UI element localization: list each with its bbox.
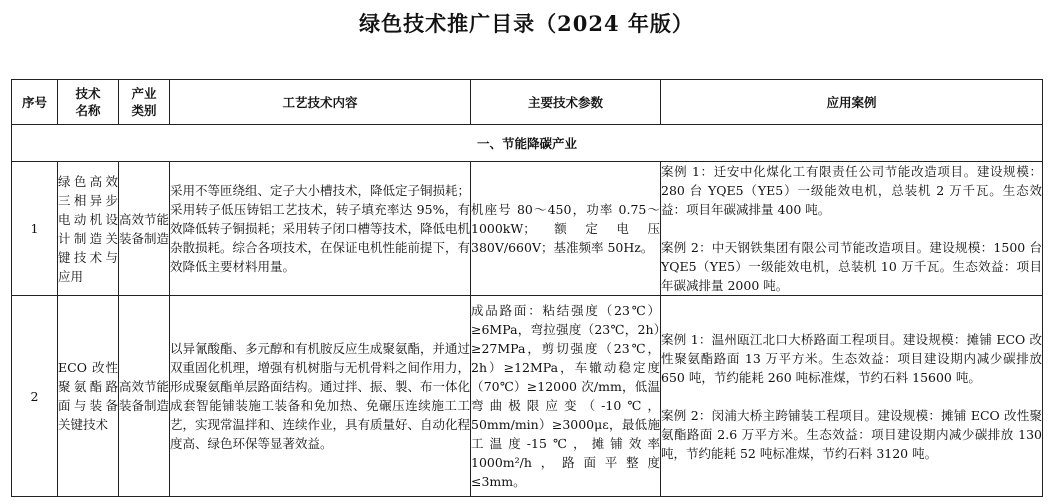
row-params: 机座号 80～450，功率 0.75～1000kW；额定电压380V/660V；基准频率 50Hz。 — [471, 162, 661, 296]
header-params: 主要技术参数 — [471, 80, 661, 125]
case-1: 案例 1：温州瓯江北口大桥路面工程项目。建设规模：摊铺 ECO 改性聚氨酯路面 13 万平方米。生态效益：项目建设期内减少碳排放 650 吨，节约能耗 260 吨标准煤，节约石料 15600 吨。 — [661, 331, 1042, 385]
row-index: 2 — [12, 296, 58, 497]
header-tech-name: 技术名称 — [58, 80, 119, 125]
table-row — [12, 296, 1043, 497]
section-row — [12, 125, 1043, 162]
case-2: 案例 2：中天钢铁集团有限公司节能改造项目。建设规模：1500 台 YQE5（YE5）一级能效电机，总装机 10 万千瓦。生态效益：项目年碳减排量 2000 吨。 — [661, 240, 1042, 293]
row-params: 成品路面：粘结强度（23℃）≥6MPa，弯拉强度（23℃，2h）≥27MPa，剪切强度（23℃，2h）≥12MPa，车辙动稳定度（70℃）≥12000 次/mm，低温弯曲极限应变（-10℃，50mm/min）≥3000με，最低施工温度-15℃，摊铺效率 1000m²/h，路面平整度≤3mm。 — [471, 296, 661, 497]
row-process: 以异氰酸酯、多元醇和有机胺反应生成聚氨酯，并通过双重固化机理，增强有机树脂与无机骨料之间作用力，形成聚氨酯单层路面结构。通过拌、振、製、布一体化成套智能铺装施工装备和免加热、免碾压连续施工工艺，实现常温拌和、连续作业，具有质量好、自动化程度高、绿色环保等显著效益。 — [170, 296, 471, 497]
catalog-table — [11, 79, 1043, 497]
row-index: 1 — [12, 162, 58, 296]
row-tech-name: 绿色高效三相异步电动机设计制造关键技术与应用 — [58, 162, 119, 296]
table-row — [12, 162, 1043, 296]
table-header-row — [12, 80, 1043, 125]
page-title: 绿色技术推广目录（2024 年版） — [359, 11, 694, 36]
header-cases: 应用案例 — [661, 80, 1043, 125]
row-category: 高效节能装备制造 — [119, 296, 170, 497]
row-cases — [661, 162, 1043, 296]
case-2: 案例 2：闵浦大桥主跨铺装工程项目。建设规模：摊铺 ECO 改性聚氨酯路面 2.6 万平方米。生态效益：项目建设期内减少碳排放 130 吨，节约能耗 52 吨标准煤，节约石料 3120 吨。 — [661, 407, 1042, 461]
row-tech-name: ECO 改性聚氨酯路面与装备关键技术 — [58, 296, 119, 497]
header-index: 序号 — [12, 80, 58, 125]
row-cases — [661, 296, 1043, 497]
case-spacer — [661, 219, 1042, 238]
header-category: 产业类别 — [119, 80, 170, 125]
row-category: 高效节能装备制造 — [119, 162, 170, 296]
case-1: 案例 1：迁安中化煤化工有限责任公司节能改造项目。建设规模：280 台 YQE5（YE5）一级能效电机，总装机 2 万千瓦。生态效益：项目年碳减排量 400 吨。 — [661, 164, 1042, 217]
section-title: 一、节能降碳产业 — [12, 125, 1043, 162]
header-process: 工艺技术内容 — [170, 80, 471, 125]
row-process: 采用不等匝绕组、定子大小槽技术，降低定子铜损耗；采用转子低压铸铝工艺技术，转子填充率达 95%，有效降低转子铜损耗；采用转子闭口槽等技术，降低电机杂散损耗。综合各项技术，在保证电机性能前提下，有效降低主要材料用量。 — [170, 162, 471, 296]
case-spacer — [661, 387, 1042, 406]
